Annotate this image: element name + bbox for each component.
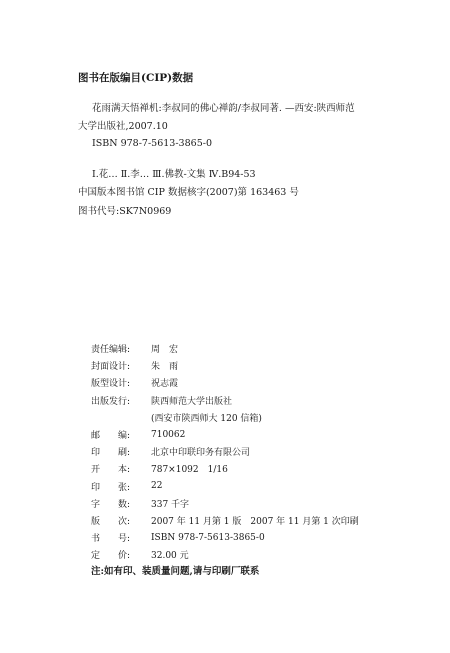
- credit-row: [91, 460, 359, 477]
- credit-label: 字 数:: [91, 499, 131, 510]
- credit-row: [91, 443, 359, 460]
- credit-label: 出版发行:: [91, 396, 131, 407]
- credit-value: 787×1092 1/16: [151, 465, 228, 476]
- credit-row: [91, 512, 359, 529]
- credit-row: [91, 357, 359, 374]
- credit-value: 陕西师范大学出版社: [151, 396, 233, 407]
- credit-value: 朱 雨: [151, 362, 179, 373]
- credit-row: [91, 392, 359, 409]
- credit-row: [91, 546, 359, 563]
- credit-value: 710062: [151, 429, 186, 440]
- credit-row: [91, 340, 359, 357]
- cip-line: 花雨满天悟禅机:李叔同的佛心禅韵/李叔同著. —西安:陕西师范: [92, 103, 355, 114]
- credit-label: 邮 编:: [91, 431, 131, 442]
- cip-line: 大学出版社,2007.10: [78, 121, 168, 132]
- credit-row: [91, 409, 359, 426]
- credits-block: [91, 340, 359, 563]
- credit-value: 337 千字: [151, 499, 190, 510]
- credit-value: (西安市陕西师大 120 信箱): [151, 413, 262, 424]
- credit-value: 周 宏: [151, 345, 179, 356]
- quality-notice: 注:如有印、装质量问题,请与印刷厂联系: [91, 566, 260, 577]
- credit-label: 定 价:: [91, 551, 131, 562]
- cip-header: 图书在版编目(CIP)数据: [78, 72, 194, 84]
- credit-label: 责任编辑:: [91, 345, 131, 356]
- credit-value: 2007 年 11 月第 1 版 2007 年 11 月第 1 次印刷: [151, 516, 359, 527]
- credit-label: 印 张:: [91, 482, 131, 493]
- cip-line: 图书代号:SK7N0969: [78, 206, 172, 217]
- credit-value: 祝志霞: [151, 379, 179, 390]
- credit-label: 版型设计:: [91, 379, 131, 390]
- credit-value: 北京中印联印务有限公司: [151, 448, 251, 459]
- credit-row: [91, 374, 359, 391]
- cip-line: 中国版本图书馆 CIP 数据核字(2007)第 163463 号: [78, 187, 299, 198]
- credit-label: 书 号:: [91, 534, 131, 545]
- credit-row: [91, 529, 359, 546]
- cip-line: Ⅰ.花… Ⅱ.李… Ⅲ.佛教-文集 Ⅳ.B94-53: [92, 169, 256, 180]
- cip-line: ISBN 978-7-5613-3865-0: [92, 138, 212, 149]
- credit-row: [91, 495, 359, 512]
- credit-row: [91, 426, 359, 443]
- credit-label: 封面设计:: [91, 362, 131, 373]
- credit-label: 开 本:: [91, 465, 131, 476]
- credit-value: 22: [151, 481, 163, 492]
- credit-value: ISBN 978-7-5613-3865-0: [151, 532, 265, 543]
- credit-label: 版 次:: [91, 516, 131, 527]
- credit-label: 印 刷:: [91, 448, 131, 459]
- credit-value: 32.00 元: [151, 551, 189, 562]
- credit-row: [91, 478, 359, 495]
